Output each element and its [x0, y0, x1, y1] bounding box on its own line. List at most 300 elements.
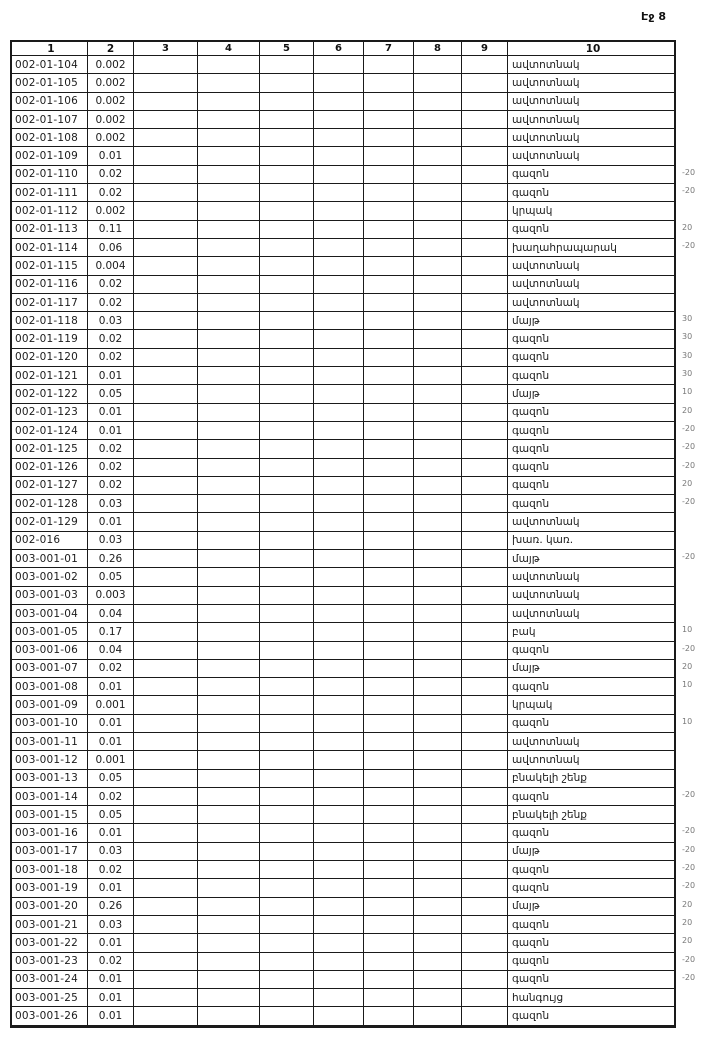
cell-empty-3 [134, 294, 198, 312]
cell-code: 002-01-107 [12, 111, 88, 129]
header-col-9: 9 [462, 42, 508, 56]
cell-empty-4 [198, 715, 260, 733]
table-row [12, 93, 674, 111]
table-row [12, 623, 693, 641]
cell-empty-6 [314, 806, 364, 824]
cell-empty-7 [364, 532, 414, 550]
table-body [12, 56, 696, 1026]
cell-description: գազոն [508, 349, 674, 367]
cell-code: 003-001-12 [12, 751, 88, 769]
cell-empty-5 [260, 257, 314, 275]
cell-empty-8 [414, 166, 462, 184]
cell-empty-6 [314, 349, 364, 367]
cell-empty-5 [260, 202, 314, 220]
cell-area: 0.02 [88, 294, 134, 312]
cell-empty-6 [314, 440, 364, 458]
cell-code: 003-001-13 [12, 770, 88, 788]
cell-empty-5 [260, 605, 314, 623]
cell-empty-3 [134, 1007, 198, 1025]
cell-empty-7 [364, 696, 414, 714]
cell-empty-5 [260, 806, 314, 824]
cell-empty-5 [260, 312, 314, 330]
cell-code: 003-001-11 [12, 733, 88, 751]
cell-empty-6 [314, 861, 364, 879]
cell-description: բնակելի շենք [508, 770, 674, 788]
cell-empty-7 [364, 349, 414, 367]
cell-empty-3 [134, 257, 198, 275]
cell-empty-6 [314, 605, 364, 623]
cell-area: 0.04 [88, 642, 134, 660]
cell-empty-8 [414, 202, 462, 220]
cell-empty-5 [260, 660, 314, 678]
margin-annotation: 20 [682, 917, 693, 927]
cell-empty-8 [414, 824, 462, 842]
cell-empty-5 [260, 367, 314, 385]
cell-empty-3 [134, 147, 198, 165]
cell-area: 0.02 [88, 459, 134, 477]
margin-annotation: 30 [682, 314, 693, 324]
cell-empty-4 [198, 459, 260, 477]
cell-empty-9 [462, 788, 508, 806]
cell-empty-5 [260, 221, 314, 239]
cell-description: բնակելի շենք [508, 806, 674, 824]
cell-empty-6 [314, 367, 364, 385]
cell-description: ավտոտնակ [508, 751, 674, 769]
cell-empty-9 [462, 879, 508, 897]
cell-description: ավտոտնակ [508, 276, 674, 294]
cell-description: ավտոտնակ [508, 74, 674, 92]
cell-empty-7 [364, 806, 414, 824]
cell-description: ավտոտնակ [508, 733, 674, 751]
cell-empty-4 [198, 1007, 260, 1025]
cell-description: գազոն [508, 440, 674, 458]
cell-area: 0.05 [88, 770, 134, 788]
cell-empty-4 [198, 642, 260, 660]
cell-empty-8 [414, 861, 462, 879]
cell-empty-4 [198, 202, 260, 220]
cell-empty-6 [314, 623, 364, 641]
cell-code: 003-001-21 [12, 916, 88, 934]
cell-empty-4 [198, 898, 260, 916]
cell-code: 002-01-115 [12, 257, 88, 275]
cell-empty-7 [364, 824, 414, 842]
cell-area: 0.01 [88, 422, 134, 440]
cell-empty-3 [134, 367, 198, 385]
table-row [12, 568, 674, 586]
cell-empty-9 [462, 916, 508, 934]
cell-empty-6 [314, 660, 364, 678]
margin-annotation: 10 [682, 387, 693, 397]
cell-empty-4 [198, 934, 260, 952]
cell-area: 0.002 [88, 111, 134, 129]
cell-code: 002-01-108 [12, 129, 88, 147]
cell-empty-3 [134, 422, 198, 440]
cell-area: 0.01 [88, 989, 134, 1007]
cell-empty-9 [462, 989, 508, 1007]
cell-empty-3 [134, 550, 198, 568]
cell-empty-7 [364, 1007, 414, 1025]
cell-area: 0.003 [88, 587, 134, 605]
margin-annotation: 10 [682, 680, 693, 690]
cell-empty-4 [198, 953, 260, 971]
cell-empty-4 [198, 513, 260, 531]
cell-code: 002-01-120 [12, 349, 88, 367]
cell-empty-5 [260, 513, 314, 531]
cell-empty-3 [134, 276, 198, 294]
table-row [12, 770, 674, 788]
cell-empty-7 [364, 715, 414, 733]
cell-empty-9 [462, 202, 508, 220]
cell-empty-6 [314, 532, 364, 550]
cell-empty-3 [134, 770, 198, 788]
cell-empty-7 [364, 56, 414, 74]
cell-empty-5 [260, 184, 314, 202]
cell-empty-4 [198, 824, 260, 842]
cell-area: 0.03 [88, 916, 134, 934]
cell-empty-3 [134, 239, 198, 257]
cell-code: 002-01-123 [12, 404, 88, 422]
cell-empty-3 [134, 678, 198, 696]
cell-area: 0.02 [88, 788, 134, 806]
cell-empty-9 [462, 623, 508, 641]
cell-empty-7 [364, 550, 414, 568]
cell-empty-7 [364, 111, 414, 129]
cell-empty-6 [314, 916, 364, 934]
cell-code: 002-01-126 [12, 459, 88, 477]
cell-empty-3 [134, 843, 198, 861]
cell-empty-7 [364, 861, 414, 879]
cell-empty-8 [414, 587, 462, 605]
table-row [12, 642, 696, 660]
cell-area: 0.02 [88, 330, 134, 348]
cell-empty-8 [414, 898, 462, 916]
cell-empty-7 [364, 879, 414, 897]
cell-description: գազոն [508, 477, 674, 495]
cell-empty-6 [314, 385, 364, 403]
cell-empty-4 [198, 660, 260, 678]
cell-empty-7 [364, 495, 414, 513]
table-row [12, 495, 696, 513]
cell-empty-5 [260, 623, 314, 641]
cell-empty-9 [462, 843, 508, 861]
margin-annotation: 30 [682, 332, 693, 342]
cell-empty-7 [364, 294, 414, 312]
cell-empty-3 [134, 385, 198, 403]
cell-empty-7 [364, 422, 414, 440]
cell-empty-9 [462, 257, 508, 275]
cell-empty-6 [314, 788, 364, 806]
cell-empty-6 [314, 312, 364, 330]
cell-description: ավտոտնակ [508, 56, 674, 74]
cell-empty-7 [364, 953, 414, 971]
cell-empty-5 [260, 495, 314, 513]
cell-description: գազոն [508, 879, 674, 897]
cell-empty-9 [462, 166, 508, 184]
cell-area: 0.02 [88, 953, 134, 971]
cell-empty-8 [414, 623, 462, 641]
cell-empty-8 [414, 422, 462, 440]
cell-empty-8 [414, 495, 462, 513]
margin-annotation: 20 [682, 899, 693, 909]
cell-empty-9 [462, 111, 508, 129]
table-row [12, 349, 693, 367]
cell-empty-8 [414, 971, 462, 989]
cell-description: ավտոտնակ [508, 568, 674, 586]
cell-area: 0.002 [88, 93, 134, 111]
cell-area: 0.02 [88, 349, 134, 367]
cell-description: գազոն [508, 330, 674, 348]
cell-code: 003-001-05 [12, 623, 88, 641]
cell-empty-5 [260, 934, 314, 952]
cell-empty-5 [260, 953, 314, 971]
cell-empty-7 [364, 221, 414, 239]
cell-empty-3 [134, 934, 198, 952]
cell-description: մայթ [508, 312, 674, 330]
cell-empty-8 [414, 404, 462, 422]
data-table [10, 40, 696, 1028]
cell-description: ավտոտնակ [508, 129, 674, 147]
table-row [12, 202, 674, 220]
cell-empty-3 [134, 459, 198, 477]
table-row [12, 312, 693, 330]
cell-empty-9 [462, 715, 508, 733]
cell-empty-3 [134, 623, 198, 641]
cell-empty-5 [260, 74, 314, 92]
cell-empty-9 [462, 312, 508, 330]
cell-empty-4 [198, 221, 260, 239]
cell-empty-9 [462, 678, 508, 696]
cell-empty-3 [134, 440, 198, 458]
cell-empty-9 [462, 934, 508, 952]
cell-empty-9 [462, 532, 508, 550]
cell-description: մայթ [508, 385, 674, 403]
cell-code: 003-001-01 [12, 550, 88, 568]
cell-description: գազոն [508, 953, 674, 971]
cell-empty-8 [414, 770, 462, 788]
cell-empty-6 [314, 513, 364, 531]
table-row [12, 513, 674, 531]
cell-description: գազոն [508, 861, 674, 879]
table-row [12, 111, 674, 129]
cell-area: 0.002 [88, 56, 134, 74]
table-row [12, 989, 674, 1007]
table-row [12, 898, 693, 916]
cell-empty-8 [414, 257, 462, 275]
cell-code: 002-01-111 [12, 184, 88, 202]
cell-empty-9 [462, 642, 508, 660]
cell-area: 0.03 [88, 843, 134, 861]
cell-empty-3 [134, 696, 198, 714]
margin-annotation: -20 [682, 497, 696, 507]
margin-annotation: -20 [682, 789, 696, 799]
cell-empty-9 [462, 1007, 508, 1025]
cell-description: գազոն [508, 642, 674, 660]
table-row [12, 824, 696, 842]
cell-description: գազոն [508, 934, 674, 952]
cell-empty-3 [134, 824, 198, 842]
cell-empty-7 [364, 129, 414, 147]
cell-empty-3 [134, 953, 198, 971]
cell-empty-8 [414, 715, 462, 733]
cell-empty-7 [364, 623, 414, 641]
cell-code: 002-01-127 [12, 477, 88, 495]
margin-annotation: -20 [682, 954, 696, 964]
cell-empty-4 [198, 129, 260, 147]
cell-empty-7 [364, 477, 414, 495]
cell-empty-8 [414, 239, 462, 257]
cell-area: 0.03 [88, 532, 134, 550]
table-row [12, 276, 674, 294]
cell-empty-9 [462, 349, 508, 367]
cell-empty-9 [462, 184, 508, 202]
cell-empty-9 [462, 770, 508, 788]
cell-empty-5 [260, 715, 314, 733]
cell-empty-3 [134, 56, 198, 74]
cell-empty-9 [462, 404, 508, 422]
cell-empty-5 [260, 111, 314, 129]
cell-empty-7 [364, 934, 414, 952]
cell-empty-4 [198, 56, 260, 74]
cell-code: 002-01-124 [12, 422, 88, 440]
cell-empty-5 [260, 916, 314, 934]
cell-empty-8 [414, 916, 462, 934]
cell-empty-6 [314, 93, 364, 111]
cell-empty-7 [364, 440, 414, 458]
cell-empty-3 [134, 879, 198, 897]
cell-empty-8 [414, 440, 462, 458]
cell-empty-9 [462, 221, 508, 239]
cell-empty-8 [414, 221, 462, 239]
cell-empty-6 [314, 56, 364, 74]
cell-code: 003-001-03 [12, 587, 88, 605]
cell-area: 0.01 [88, 1007, 134, 1025]
cell-empty-3 [134, 642, 198, 660]
cell-empty-3 [134, 605, 198, 623]
cell-empty-6 [314, 989, 364, 1007]
cell-empty-5 [260, 459, 314, 477]
cell-empty-5 [260, 550, 314, 568]
cell-empty-9 [462, 440, 508, 458]
cell-empty-4 [198, 404, 260, 422]
cell-empty-4 [198, 605, 260, 623]
cell-area: 0.01 [88, 824, 134, 842]
table-row [12, 587, 674, 605]
cell-empty-8 [414, 147, 462, 165]
cell-description: ավտոտնակ [508, 587, 674, 605]
cell-area: 0.04 [88, 605, 134, 623]
cell-empty-8 [414, 953, 462, 971]
cell-empty-8 [414, 806, 462, 824]
cell-empty-4 [198, 971, 260, 989]
cell-empty-9 [462, 824, 508, 842]
cell-empty-5 [260, 477, 314, 495]
cell-empty-6 [314, 404, 364, 422]
cell-empty-6 [314, 202, 364, 220]
cell-empty-5 [260, 294, 314, 312]
cell-empty-7 [364, 642, 414, 660]
cell-empty-5 [260, 147, 314, 165]
table-row [12, 715, 693, 733]
cell-empty-3 [134, 111, 198, 129]
cell-empty-8 [414, 349, 462, 367]
margin-annotation: -20 [682, 186, 696, 196]
cell-empty-3 [134, 330, 198, 348]
table-row [12, 184, 696, 202]
cell-area: 0.01 [88, 934, 134, 952]
cell-empty-3 [134, 971, 198, 989]
cell-empty-8 [414, 1007, 462, 1025]
cell-empty-3 [134, 989, 198, 1007]
cell-empty-6 [314, 257, 364, 275]
cell-area: 0.05 [88, 806, 134, 824]
cell-empty-6 [314, 587, 364, 605]
cell-area: 0.01 [88, 715, 134, 733]
table-row [12, 806, 674, 824]
cell-empty-9 [462, 513, 508, 531]
cell-empty-5 [260, 861, 314, 879]
cell-empty-7 [364, 788, 414, 806]
cell-empty-7 [364, 587, 414, 605]
cell-empty-8 [414, 312, 462, 330]
cell-empty-4 [198, 879, 260, 897]
cell-empty-4 [198, 294, 260, 312]
table-row [12, 660, 693, 678]
cell-empty-8 [414, 385, 462, 403]
cell-empty-6 [314, 129, 364, 147]
cell-empty-4 [198, 440, 260, 458]
cell-empty-8 [414, 294, 462, 312]
cell-description: խաղահրապարակ [508, 239, 674, 257]
table-row [12, 239, 696, 257]
table-row [12, 1007, 674, 1025]
cell-empty-4 [198, 532, 260, 550]
cell-empty-9 [462, 129, 508, 147]
cell-code: 002-016 [12, 532, 88, 550]
cell-area: 0.01 [88, 513, 134, 531]
cell-code: 002-01-110 [12, 166, 88, 184]
cell-code: 003-001-24 [12, 971, 88, 989]
cell-empty-4 [198, 93, 260, 111]
cell-empty-3 [134, 202, 198, 220]
table-row [12, 550, 696, 568]
cell-empty-6 [314, 239, 364, 257]
cell-empty-6 [314, 147, 364, 165]
cell-empty-8 [414, 568, 462, 586]
cell-empty-5 [260, 440, 314, 458]
margin-annotation: 10 [682, 625, 693, 635]
cell-empty-9 [462, 495, 508, 513]
cell-code: 003-001-16 [12, 824, 88, 842]
cell-empty-3 [134, 312, 198, 330]
cell-empty-5 [260, 56, 314, 74]
cell-empty-8 [414, 696, 462, 714]
cell-empty-3 [134, 568, 198, 586]
cell-area: 0.05 [88, 385, 134, 403]
cell-empty-5 [260, 824, 314, 842]
table-row [12, 477, 693, 495]
cell-empty-7 [364, 257, 414, 275]
cell-empty-8 [414, 989, 462, 1007]
cell-area: 0.02 [88, 166, 134, 184]
cell-area: 0.01 [88, 678, 134, 696]
cell-empty-9 [462, 422, 508, 440]
cell-empty-4 [198, 696, 260, 714]
cell-empty-5 [260, 93, 314, 111]
cell-empty-6 [314, 770, 364, 788]
cell-empty-9 [462, 74, 508, 92]
table-row [12, 934, 693, 952]
cell-empty-8 [414, 788, 462, 806]
